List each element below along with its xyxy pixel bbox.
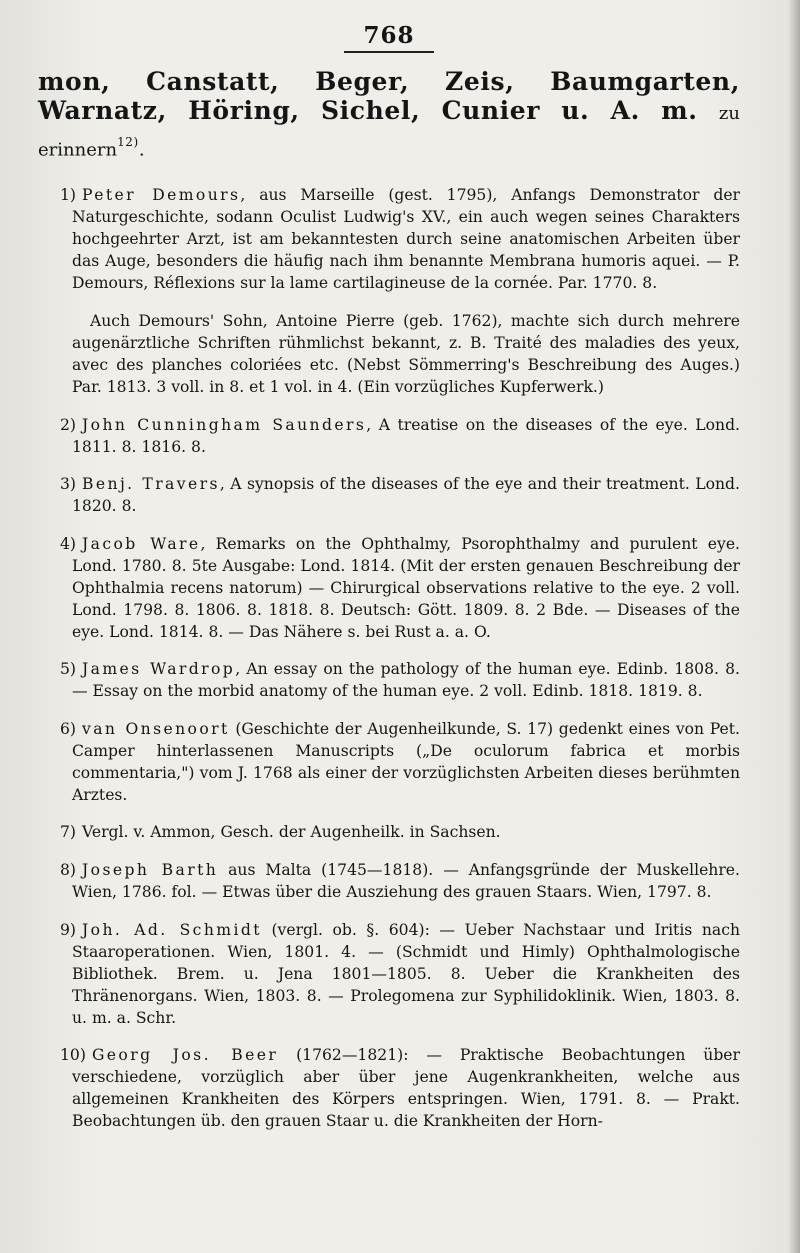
footnote-number: 2): [60, 415, 77, 434]
footnote-text: , A synopsis of the diseases of the eye and their treatment. Lond. 1820. 8.: [72, 475, 740, 516]
footnote-1: [38, 184, 740, 294]
intro-line-2-end: .: [138, 139, 145, 161]
footnote-number: 8): [60, 861, 77, 880]
footnote-8: [38, 859, 740, 903]
footnote-text: Auch Demours' Sohn, Antoine Pierre (geb. 1762), machte sich durch mehrere augenärztliche Schriften rühmlichst bekannt, z. B. Traité des maladies des yeux, avec des planches coloriées etc. (Nebst Sömmerring's Beschreibung des Auges.) Par. 1813. 3 voll. in 8. et 1 vol. in 4. (Ein vorzügliches Kupferwerk.): [72, 311, 740, 396]
footnote-7: [38, 821, 740, 843]
footnote-author: Jacob Ware: [82, 534, 201, 553]
footnotes: [38, 184, 740, 1132]
page-number: 768: [344, 22, 434, 53]
footnote-author: Peter Demours: [82, 186, 241, 205]
footnote-author: John Cunningham Saunders: [82, 415, 367, 434]
footnote-4: [38, 533, 740, 643]
footnote-number: 10): [60, 1046, 86, 1065]
footnote-author: van Onsenoort: [82, 719, 230, 738]
footnote-author: James Wardrop: [82, 660, 236, 679]
footnote-10: [38, 1044, 740, 1132]
footnote-9: [38, 919, 740, 1029]
footnote-5: [38, 658, 740, 702]
intro-line-2-text: zu erinnern: [38, 103, 740, 161]
footnote-text: , Remarks on the Ophthalmy, Psorophthalmy and purulent eye. Lond. 1780. 8. 5te Ausgabe: Lond. 1814. (Mit der ersten genauen Beschreibung der Ophthalmia recens natorum) — Chirurgical observations relative to the eye. 2 voll. Lond. 1798. 8. 1806. 8. 1818. 8. Deutsch: Gött. 1809. 8. 2 Bde. — Diseases of the eye. Lond. 1814. 8. — Das Nähere s. bei Rust a. a. O.: [72, 534, 740, 641]
footnote-number: 7): [60, 823, 77, 842]
footnote-number: 4): [60, 534, 77, 553]
footnote-3: [38, 473, 740, 517]
footnote-1-continuation: [38, 310, 740, 398]
footnote-number: 3): [60, 475, 77, 494]
intro-paragraph: [38, 67, 740, 164]
footnote-text: (vergl. ob. §. 604): — Ueber Nachstaar und Iritis nach Staaroperationen. Wien, 1801. 4. — (Schmidt und Himly) Ophthalmologische Bibliothek. Brem. u. Jena 1801—1805. 8. Ueber die Krankheiten des Thränenorgans. Wien, 1803. 8. — Prolegomena zur Syphilidoklinik. Wien, 1803. 8. u. m. a. Schr.: [72, 920, 740, 1027]
footnote-text: , aus Marseille (gest. 1795), Anfangs Demonstrator der Naturgeschichte, sodann Oculist Ludwig's XV., ein auch wegen seines Charakters hochgeehrter Arzt, ist am bekanntesten durch seine anatomischen Arbeiten über das Auge, besonders die häufig nach ihm benannte Membrana humoris aquei. — P. Demours, Réflexions sur la lame cartilagineuse de la cornée. Par. 1770. 8.: [72, 186, 741, 293]
footnote-2: [38, 414, 740, 458]
footnote-author: Georg Jos. Beer: [91, 1046, 279, 1065]
footnote-text: aus Malta (1745—1818). — Anfangsgründe der Muskellehre. Wien, 1786. fol. — Etwas über die Ausziehung des grauen Staars. Wien, 1797. 8.: [72, 861, 740, 902]
footnote-reference: 12): [117, 135, 139, 149]
footnote-text: Vergl. v. Ammon, Gesch. der Augenheilk. in Sachsen.: [82, 823, 501, 842]
footnote-number: 1): [60, 186, 77, 205]
footnote-text: (Geschichte der Augenheilkunde, S. 17) gedenkt eines von Pet. Camper hinterlassenen Manuscripts („De oculorum fabrica et morbis commentaria,") vom J. 1768 als einer der vorzüglichsten Arbeiten dieses berühmten Arztes.: [72, 719, 740, 804]
intro-line-1: mon, Canstatt, Beger, Zeis, Baumgarten, Warnatz,: [38, 67, 740, 125]
footnote-text: , A treatise on the diseases of the eye. Lond. 1811. 8. 1816. 8.: [72, 415, 741, 456]
footnote-author: Joseph Barth: [82, 861, 219, 880]
footnote-number: 6): [60, 719, 77, 738]
footnote-number: 9): [60, 920, 77, 939]
footnote-6: [38, 718, 740, 806]
footnote-text: (1762—1821): — Praktische Beobachtungen über verschiedene, vorzüglich aber über jene Augenkrankheiten, welche aus allgemeinen Krankheiten des Körpers entspringen. Wien, 1791. 8. — Prakt. Beobachtungen üb. den grauen Staar u. die Krankheiten der Horn-: [72, 1046, 740, 1131]
footnote-number: 5): [60, 660, 77, 679]
footnote-author: Joh. Ad. Schmidt: [82, 920, 262, 939]
footnote-author: Benj. Travers: [82, 475, 220, 494]
intro-line-2-names: Höring, Sichel, Cunier u. A. m.: [188, 96, 698, 125]
page-edge-shadow: [788, 0, 800, 1253]
footnote-text: , An essay on the pathology of the human eye. Edinb. 1808. 8. — Essay on the morbid anatomy of the human eye. 2 voll. Edinb. 1818. 1819. 8.: [72, 660, 740, 701]
